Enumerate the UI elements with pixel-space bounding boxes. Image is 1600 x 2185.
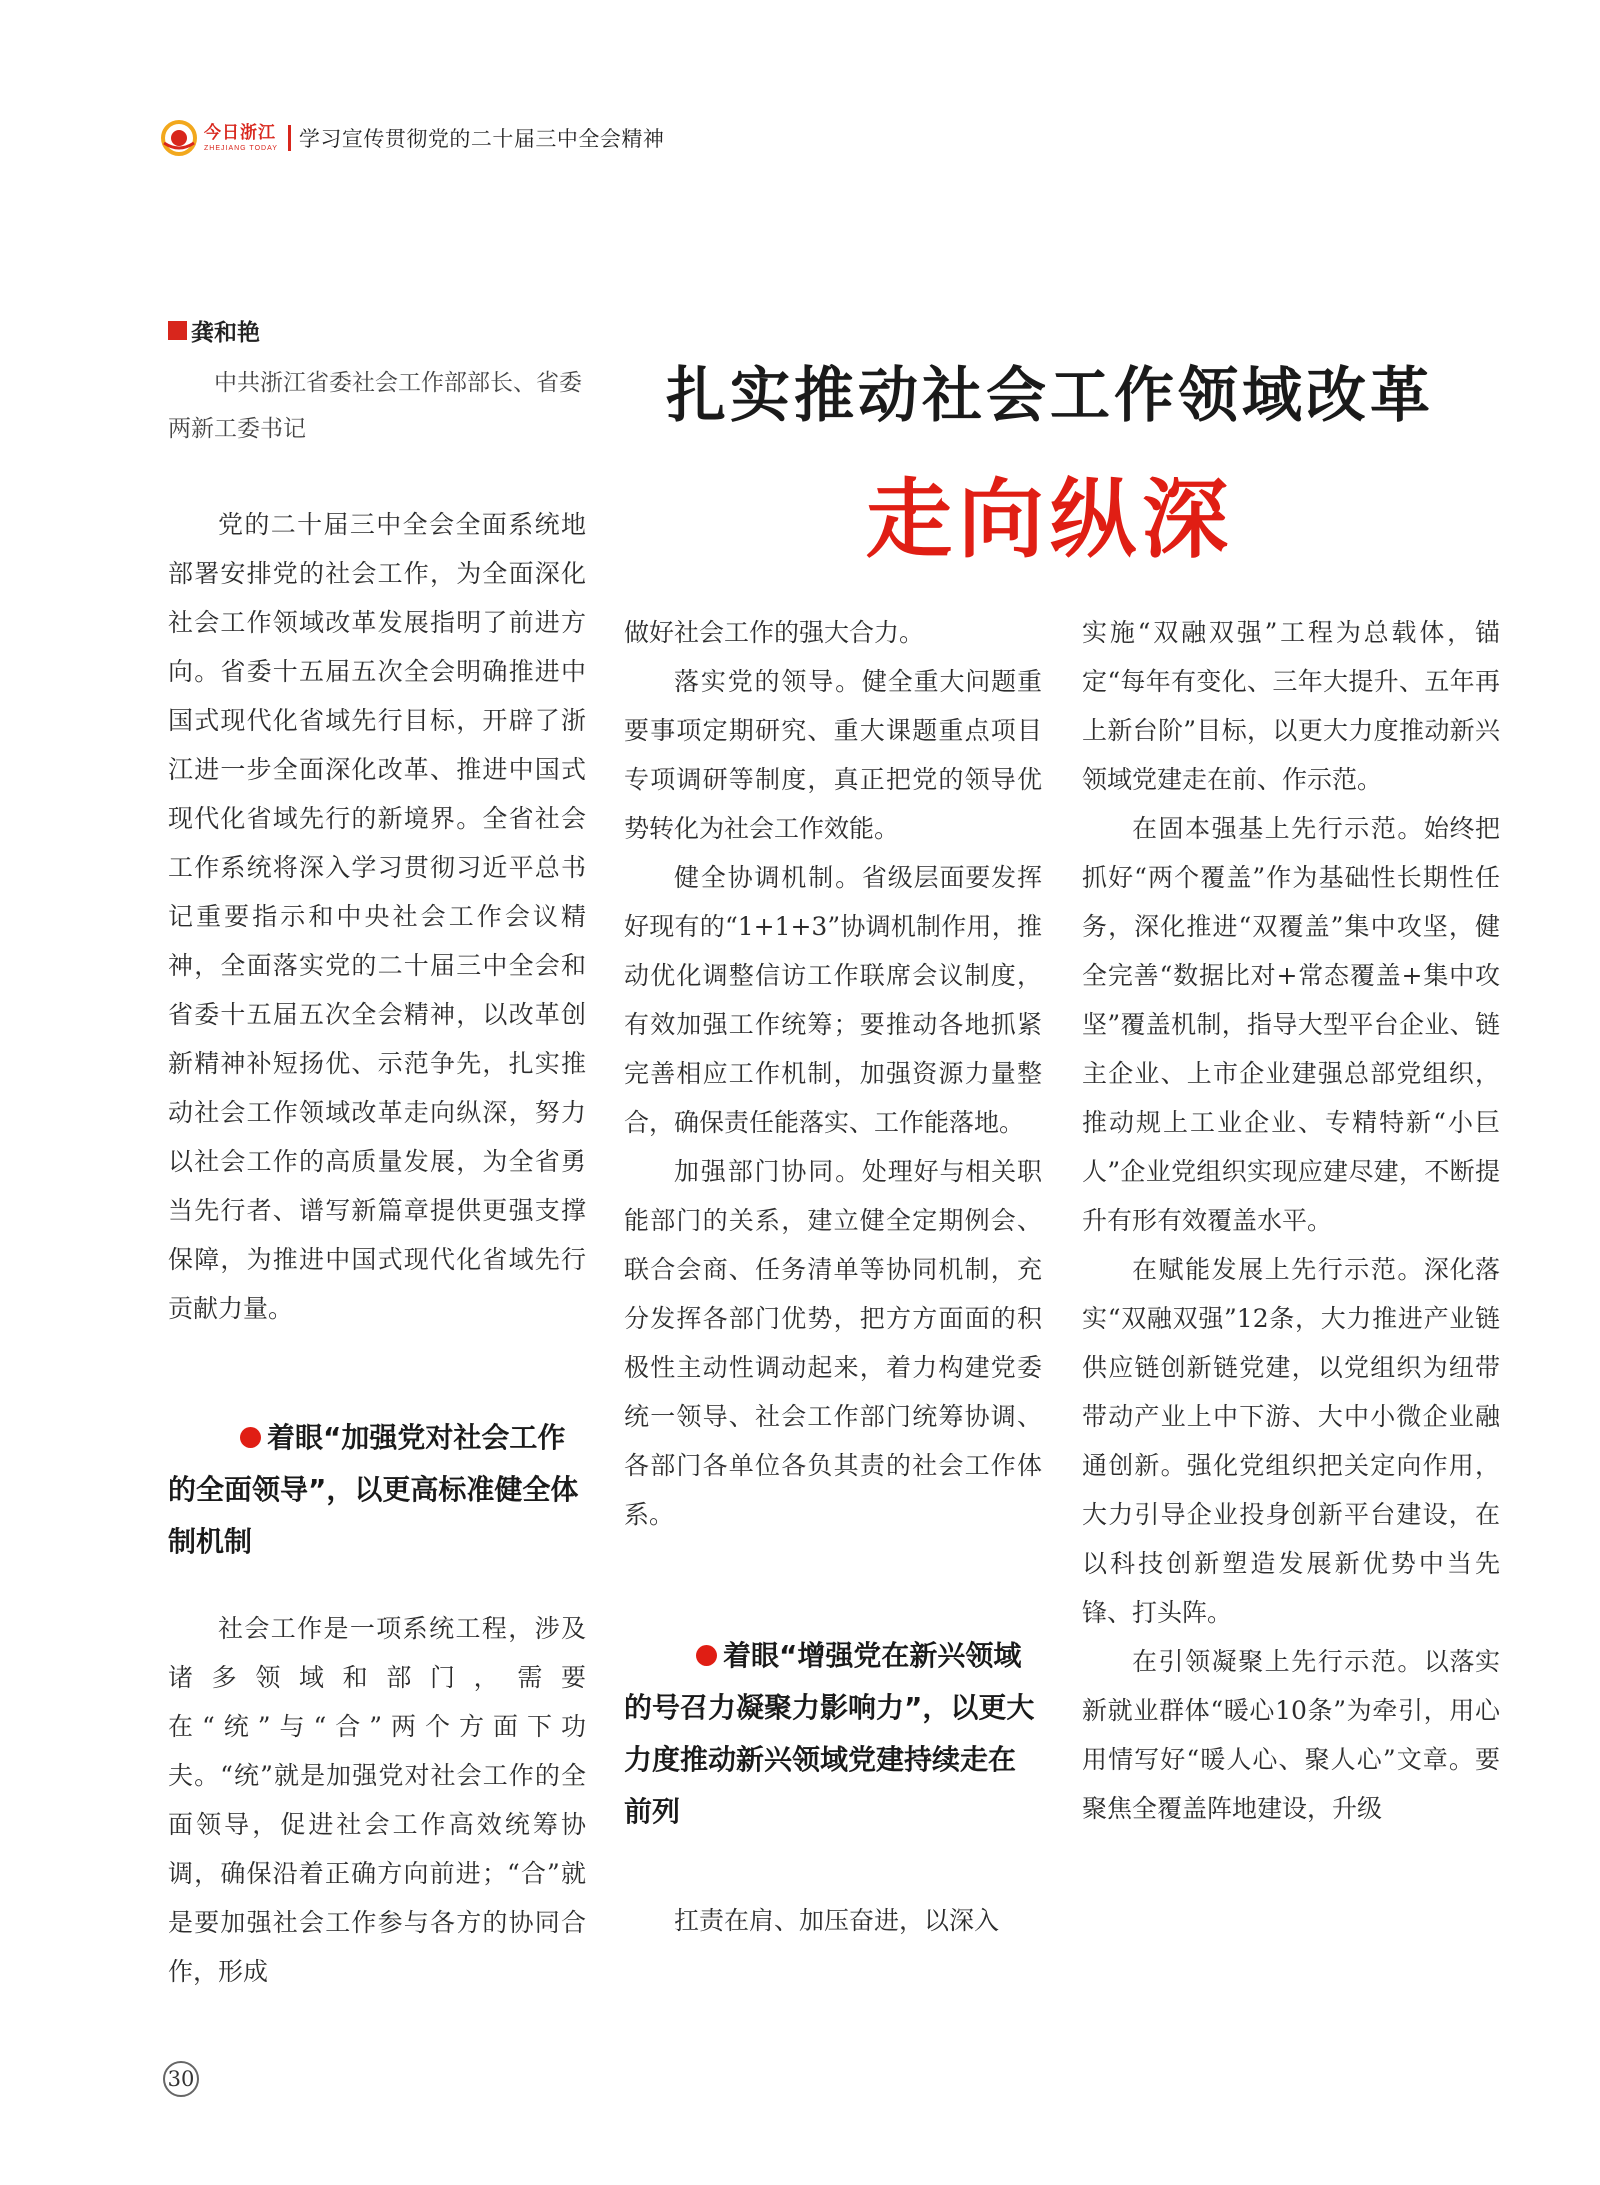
paragraph (624, 657, 1042, 853)
paragraph (1082, 1637, 1500, 1833)
paragraph-text: 健全重大问题重要事项定期研究、重大课题重点项目专项调研等制度，真正把党的领导优势转化为社会工作效能。 (624, 667, 1042, 843)
article-subtitle: 走向纵深 (866, 470, 1234, 570)
paragraph: 扛责在肩、加压奋进，以深入 (674, 1906, 1000, 1935)
section-heading-2 (624, 1630, 1042, 1838)
column-3-body (1082, 608, 1500, 1833)
paragraph (624, 853, 1042, 1147)
paragraph: 做好社会工作的强大合力。 (624, 618, 925, 647)
column-1-intro (168, 500, 586, 1333)
paragraph (1082, 1245, 1500, 1637)
paragraph-keyword: 落实党的领导。 (674, 667, 862, 696)
column-2-tail (624, 1896, 1042, 1945)
logo-en: ZHEJIANG TODAY (204, 144, 278, 152)
paragraph (624, 1147, 1042, 1539)
author-name (168, 314, 260, 347)
column-2-body (624, 608, 1042, 1539)
author-title: 中共浙江省委社会工作部部长、省委两新工委书记 (168, 370, 582, 442)
paragraph-text: 处理好与相关职能部门的关系，建立健全定期例会、联合会商、任务清单等协同机制，充分发挥各部门优势，把方方面面的积极性主动性调动起来，着力构建党委统一领导、社会工作部门统筹协调、各部门各单位各负其责的社会工作体系。 (624, 1157, 1042, 1529)
square-bullet-icon (168, 321, 187, 340)
paragraph-keyword: 在固本强基上先行示范。 (1132, 814, 1424, 843)
paragraph-text: 始终把抓好“两个覆盖”作为基础性长期性任务，深化推进“双覆盖”集中攻坚，健全完善“数据比对+常态覆盖+集中攻坚”覆盖机制，指导大型平台企业、链主企业、上市企业建强总部党组织，推动规上工业企业、专精特新“小巨人”企业党组织实现应建尽建，不断提升有形有效覆盖水平。 (1082, 814, 1500, 1235)
logo-cn: 今日浙江 (204, 122, 276, 143)
section-heading-text: 着眼“加强党对社会工作的全面领导”，以更高标准健全体制机制 (168, 1421, 579, 1558)
paragraph-text: 以落实新就业群体“暖心10条”为牵引，用心用情写好“暖人心、聚人心”文章。要聚焦全覆盖阵地建设，升级 (1082, 1647, 1500, 1823)
article-title: 扎实推动社会工作领域改革 (666, 361, 1434, 431)
paragraph: 党的二十届三中全会全面系统地部署安排党的社会工作，为全面深化社会工作领域改革发展指明了前进方向。省委十五届五次全会明确推进中国式现代化省域先行目标，开辟了浙江进一步全面深化改革、推进中国式现代化省域先行的新境界。全省社会工作系统将深入学习贯彻习近平总书记重要指示和中央社会工作会议精神，全面落实党的二十届三中全会和省委十五届五次全会精神，以改革创新精神补短扬优、示范争先，扎实推动社会工作领域改革走向纵深，努力以社会工作的高质量发展，为全省勇当先行者、谱写新篇章提供更强支撑保障，为推进中国式现代化省域先行贡献力量。 (168, 510, 586, 1323)
paragraph: 社会工作是一项系统工程，涉及诸多领域和部门，需要在“统”与“合”两个方面下功夫。“统”就是加强党对社会工作的全面领导，促进社会工作高效统筹协调，确保沿着正确方向前进；“合”就是要加强社会工作参与各方的协同合作，形成 (168, 1614, 586, 1986)
paragraph-keyword: 健全协调机制。 (674, 863, 862, 892)
paragraph (1082, 804, 1500, 1245)
section-heading-text: 着眼“增强党在新兴领域的号召力凝聚力影响力”，以更大力度推动新兴领域党建持续走在前列 (624, 1639, 1035, 1828)
paragraph-keyword: 加强部门协同。 (674, 1157, 862, 1186)
paragraph-text: 省级层面要发挥好现有的“1+1+3”协调机制作用，推动优化调整信访工作联席会议制度，有效加强工作统筹；要推动各地抓紧完善相应工作机制，加强资源力量整合，确保责任能落实、工作能落地。 (624, 863, 1042, 1137)
masthead (160, 118, 664, 158)
page-number: 30 (163, 2061, 199, 2097)
paragraph: 实施“双融双强”工程为总载体，锚定“每年有变化、三年大提升、五年再上新台阶”目标，以更大力度推动新兴领域党建走在前、作示范。 (1082, 618, 1500, 794)
column-1-body (168, 1604, 586, 1996)
paragraph-keyword: 在引领凝聚上先行示范。 (1132, 1647, 1424, 1676)
section-heading-1 (168, 1412, 586, 1568)
logo-sun-icon (160, 119, 198, 157)
author-name-text: 龚和艳 (191, 320, 260, 346)
section-title: 学习宣传贯彻党的二十届三中全会精神 (298, 127, 665, 151)
red-dot-icon (696, 1645, 717, 1666)
red-dot-icon (240, 1427, 261, 1448)
paragraph-text: 深化落实“双融双强”12条，大力推进产业链供应链创新链党建，以党组织为纽带带动产业上中下游、大中小微企业融通创新。强化党组织把关定向作用，大力引导企业投身创新平台建设，在以科技创新塑造发展新优势中当先锋、打头阵。 (1082, 1255, 1500, 1627)
paragraph-keyword: 在赋能发展上先行示范。 (1132, 1255, 1424, 1284)
header-divider (288, 125, 291, 151)
logo (204, 122, 278, 152)
